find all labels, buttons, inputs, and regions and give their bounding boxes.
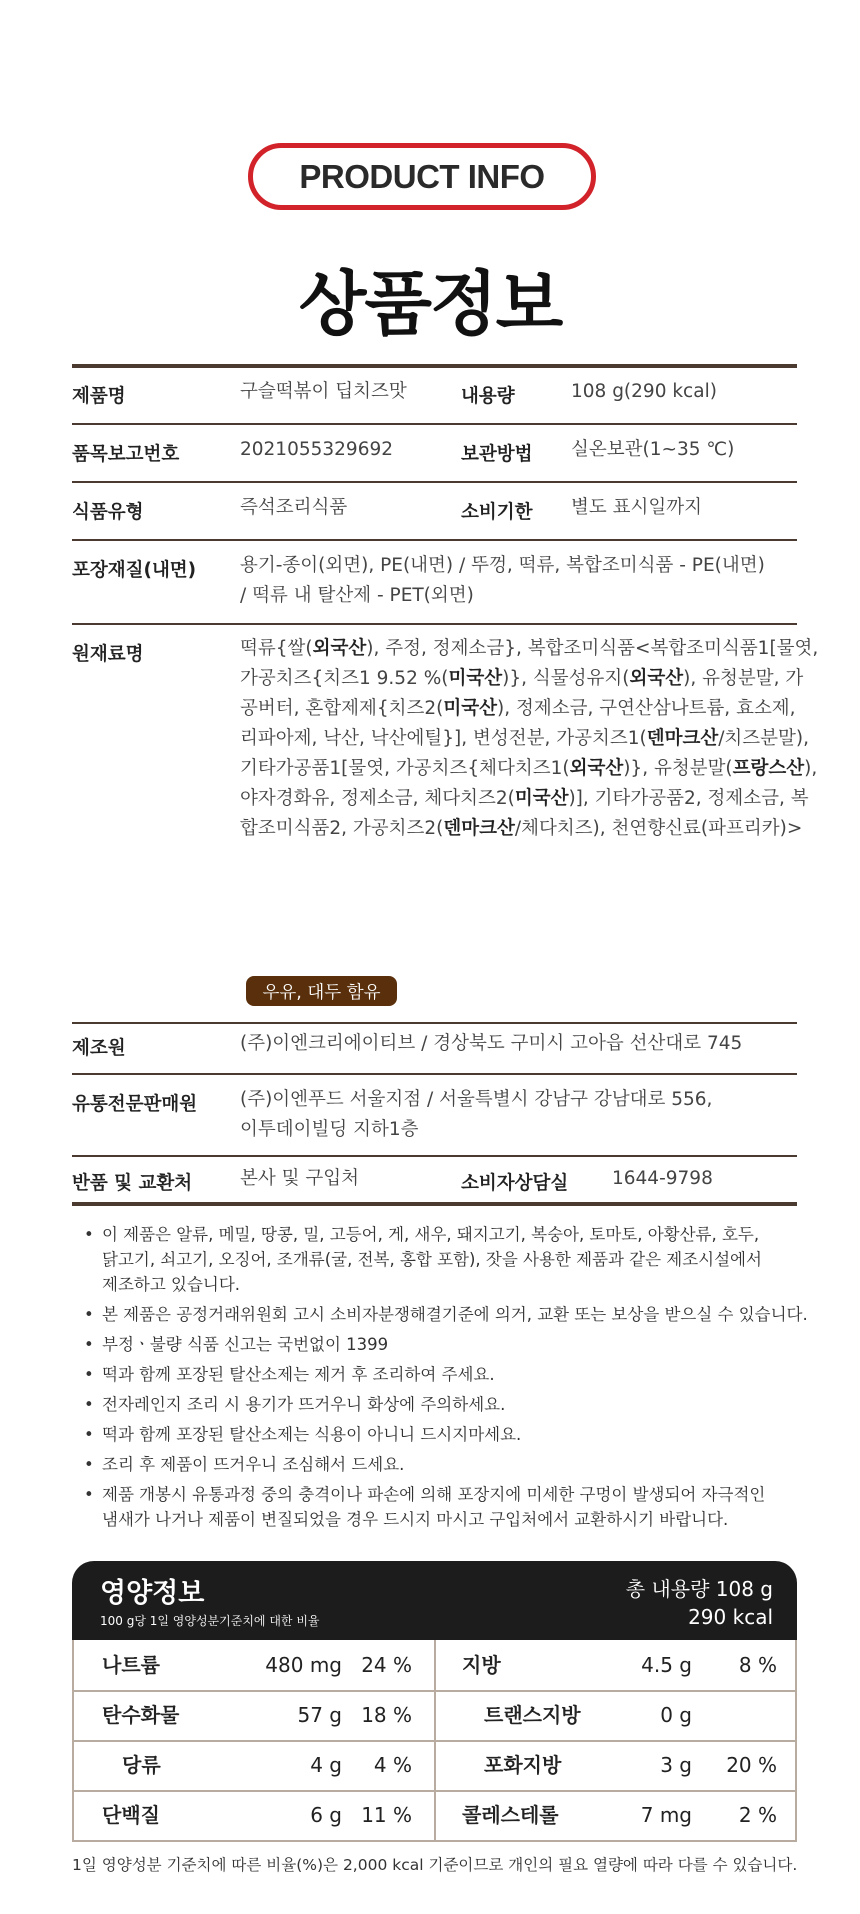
nutrient-name: 단백질 (102, 1803, 160, 1827)
notice-item: • 전자레인지 조리 시 용기가 뜨거우니 화상에 주의하세요. (84, 1392, 844, 1417)
nutrition-header (72, 1561, 797, 1640)
row-divider (72, 423, 797, 425)
nutrient-amount: 0 g (660, 1703, 692, 1727)
nutrient-percent: 18 % (361, 1703, 412, 1727)
row-divider (72, 623, 797, 625)
nutrient-amount: 57 g (297, 1703, 342, 1727)
row-divider (72, 1740, 797, 1742)
ingredients-line: 야자경화유, 정제소금, 체다치즈2(미국산)], 기타가공품2, 정제소금, 복 (240, 788, 809, 809)
report-no-label: 품목보고번호 (72, 444, 180, 465)
content-label: 내용량 (461, 386, 515, 407)
nutrition-subtitle: 100 g당 1일 영양성분기준치에 대한 비율 (100, 1614, 320, 1628)
row-divider (72, 481, 797, 483)
distributor-label: 유통전문판매원 (72, 1094, 198, 1115)
nutrient-amount: 480 mg (265, 1653, 342, 1677)
report-no-value: 2021055329692 (240, 439, 394, 460)
nutrient-name: 탄수화물 (102, 1703, 180, 1727)
nutrition-kcal: 290 kcal (688, 1605, 773, 1629)
returns-label: 반품 및 교환처 (72, 1173, 193, 1194)
food-type-value: 즉석조리식품 (240, 497, 348, 518)
ingredients-line: 공버터, 혼합제제{치즈2(미국산), 정제소금, 구연산삼나트륨, 효소제, (240, 698, 796, 719)
notice-item: • 제품 개봉시 유통과정 중의 충격이나 파손에 의해 포장지에 미세한 구멍이 발생되어 자극적인 냄새가 나거나 제품이 변질되었을 경우 드시지 마시고 구입처에서 교환하시기 바랍니다. (84, 1482, 844, 1532)
notice-item: • 부정ㆍ불량 식품 신고는 국번없이 1399 (84, 1332, 844, 1357)
table-bottom-border (72, 1202, 797, 1206)
returns-value: 본사 및 구입처 (240, 1168, 359, 1189)
ingredients-line: 기타가공품1[물엿, 가공치즈{체다치즈1(외국산)}, 유청분말(프랑스산), (240, 758, 818, 779)
expiry-value: 별도 표시일까지 (571, 497, 702, 518)
nutrition-footnote: 1일 영양성분 기준치에 따른 비율(%)은 2,000 kcal 기준이므로 개인의 필요 열량에 따라 다를 수 있습니다. (72, 1856, 798, 1874)
nutrient-name: 포화지방 (484, 1753, 562, 1777)
nutrient-name: 콜레스테롤 (462, 1803, 559, 1827)
consumer-label: 소비자상담실 (461, 1173, 569, 1194)
product-name-value: 구슬떡볶이 딥치즈맛 (240, 381, 407, 402)
packaging-line: 용기-종이(외면), PE(내면) / 뚜껑, 떡류, 복합조미식품 - PE(내면) (240, 555, 765, 576)
distributor-line: (주)이엔푸드 서울지점 / 서울특별시 강남구 강남대로 556, (240, 1089, 713, 1110)
distributor-line: 이투데이빌딩 지하1층 (240, 1119, 419, 1140)
nutrient-amount: 6 g (310, 1803, 342, 1827)
notice-item: • 본 제품은 공정거래위원회 고시 소비자분쟁해결기준에 의거, 교환 또는 보상을 받으실 수 있습니다. (84, 1302, 844, 1327)
food-type-label: 식품유형 (72, 502, 144, 523)
product-info-badge: PRODUCT INFO (248, 143, 596, 210)
notice-item: • 조리 후 제품이 뜨거우니 조심해서 드세요. (84, 1452, 844, 1477)
nutrition-total: 총 내용량 108 g (625, 1577, 773, 1601)
row-divider (72, 539, 797, 541)
nutrient-amount: 4 g (310, 1753, 342, 1777)
nutrient-name: 트랜스지방 (484, 1703, 581, 1727)
consumer-value: 1644-9798 (612, 1168, 713, 1189)
nutrient-percent: 8 % (738, 1653, 777, 1677)
nutrient-amount: 7 mg (640, 1803, 692, 1827)
nutrient-name: 지방 (462, 1653, 501, 1677)
row-divider (72, 1073, 797, 1075)
row-divider (72, 1022, 797, 1024)
packaging-line: / 떡류 내 탈산제 - PET(외면) (240, 585, 474, 606)
nutrition-title: 영양정보 (100, 1578, 205, 1609)
nutrient-percent: 2 % (738, 1803, 777, 1827)
nutrient-name: 나트륨 (102, 1653, 160, 1677)
manufacturer-value: (주)이엔크리에이티브 / 경상북도 구미시 고아읍 선산대로 745 (240, 1033, 743, 1054)
manufacturer-label: 제조원 (72, 1038, 126, 1059)
row-divider (72, 1155, 797, 1157)
packaging-label: 포장재질(내면) (72, 560, 197, 581)
nutrient-percent: 20 % (726, 1753, 777, 1777)
storage-value: 실온보관(1~35 ℃) (571, 439, 735, 460)
ingredients-line: 가공치즈{치즈1 9.52 %(미국산)}, 식물성유지(외국산), 유청분말, 가 (240, 668, 804, 689)
notice-list (84, 1222, 844, 1537)
nutrient-percent: 24 % (361, 1653, 412, 1677)
ingredients-label: 원재료명 (72, 644, 144, 665)
content-value: 108 g(290 kcal) (571, 381, 717, 402)
product-name-label: 제품명 (72, 386, 126, 407)
expiry-label: 소비기한 (461, 502, 533, 523)
nutrient-amount: 3 g (660, 1753, 692, 1777)
nutrient-amount: 4.5 g (641, 1653, 692, 1677)
page-title: 상품정보 (298, 263, 562, 345)
notice-item: • 이 제품은 알류, 메밀, 땅콩, 밀, 고등어, 게, 새우, 돼지고기, 복숭아, 토마토, 아황산류, 호두, 닭고기, 쇠고기, 오징어, 조개류(굴, 전복, 홍합 포함), 잣을 사용한 제품과 같은 제조시설에서 제조하고 있습니다. (84, 1222, 844, 1297)
nutrient-percent: 11 % (361, 1803, 412, 1827)
nutrition-panel (72, 1561, 797, 1842)
ingredients-line: 합조미식품2, 가공치즈2(덴마크산/체다치즈), 천연향신료(파프리카)> (240, 818, 803, 839)
nutrient-name: 당류 (122, 1753, 161, 1777)
storage-label: 보관방법 (461, 444, 533, 465)
ingredients-line: 리파아제, 낙산, 낙산에틸}], 변성전분, 가공치즈1(덴마크산/치즈분말), (240, 728, 810, 749)
nutrient-percent: 4 % (373, 1753, 412, 1777)
allergen-badge: 우유, 대두 함유 (246, 976, 397, 1006)
ingredients-line: 떡류{쌀(외국산), 주정, 정제소금}, 복합조미식품<복합조미식품1[물엿, (240, 638, 819, 659)
notice-item: • 떡과 함께 포장된 탈산소제는 제거 후 조리하여 주세요. (84, 1362, 844, 1387)
row-divider (72, 1690, 797, 1692)
notice-item: • 떡과 함께 포장된 탈산소제는 식용이 아니니 드시지마세요. (84, 1422, 844, 1447)
row-divider (72, 1790, 797, 1792)
table-top-border (72, 364, 797, 368)
